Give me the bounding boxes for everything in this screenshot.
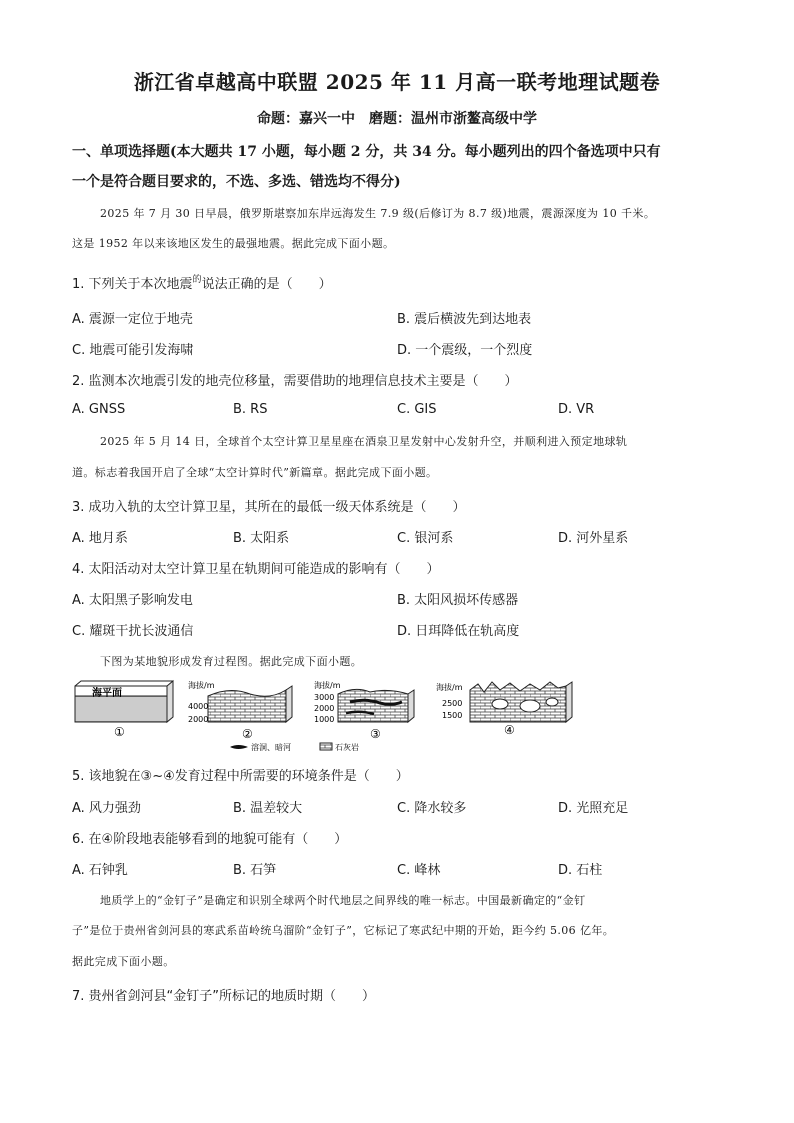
exam-authors: 命题：嘉兴一中 磨题：温州市浙鳌高级中学 [257,111,537,127]
question-1-stem-mark: 的 [192,275,202,285]
landform-figure [70,676,580,762]
q3-option-d[interactable]: D. 河外星系 [558,531,629,546]
legend-cave-symbol [230,745,248,749]
passage4-line2: 子”是位于贵州省剑河县的寒武系苗岭统乌溜阶“金钉子”，它标记了寒武纪中期的开始，距今约 5.06 亿年。 [72,924,615,937]
q5-option-b[interactable]: B. 温差较大 [233,801,303,816]
question-2-stem: 2. 监测本次地震引发的地壳位移量，需要借助的地理信息技术主要是（ ） [72,374,518,389]
panel-4-tick-2500: 2500 [442,699,463,708]
q1-option-c[interactable]: C. 地震可能引发海啸 [72,343,194,358]
section-heading-line2: 一个是符合题目要求的，不选、多选、错选均不得分) [72,174,401,190]
question-5-stem: 5. 该地貌在③~④发育过程中所需要的环境条件是（ ） [72,769,409,784]
q1-option-b[interactable]: B. 震后横波先到达地表 [397,312,532,327]
panel-3-tick-1000: 1000 [314,715,335,724]
passage4-line3: 据此完成下面小题。 [72,955,175,968]
q1-option-a[interactable]: A. 震源一定位于地壳 [72,312,193,327]
panel-2-altitude-label: 海拔/m [188,681,215,690]
panel-2-tick-2000: 2000 [188,715,209,724]
q6-option-d[interactable]: D. 石柱 [558,863,603,878]
panel-2-uplift [208,686,292,722]
passage1-line2: 这是 1952 年以来该地区发生的最强地震。据此完成下面小题。 [72,237,395,250]
page-title: 浙江省卓越高中联盟 2025 年 11 月高一联考地理试题卷 [133,70,661,94]
q2-option-a[interactable]: A. GNSS [72,402,126,417]
panel-4-altitude-label: 海拔/m [436,683,463,692]
q2-option-d[interactable]: D. VR [558,402,595,417]
section-heading-line1: 一、单项选择题(本大题共 17 小题，每小题 2 分，共 34 分。每小题列出的四个备选项中只有 [72,144,661,160]
question-1-stem-part1: 1. 下列关于本次地震 [72,277,193,292]
passage3-line1: 下图为某地貌形成发育过程图。据此完成下面小题。 [100,655,363,668]
q5-option-a[interactable]: A. 风力强劲 [72,801,141,816]
panel-3-tick-2000: 2000 [314,704,335,713]
question-7-stem: 7. 贵州省剑河县“金钉子”所标记的地质时期（ ） [72,989,376,1004]
passage2-line2: 道。标志着我国开启了全球“太空计算时代”新篇章。据此完成下面小题。 [72,466,438,479]
question-1-stem-part2: 说法正确的是（ ） [201,277,332,292]
panel-4-peak-forest [470,682,572,722]
passage1-line1: 2025 年 7 月 30 日早晨，俄罗斯堪察加东岸远海发生 7.9 级(后修订为 8.7 级)地震，震源深度为 10 千米。 [100,207,656,220]
q4-option-d[interactable]: D. 日珥降低在轨高度 [397,624,520,639]
panel-4-tick-1500: 1500 [442,711,463,720]
q2-option-c[interactable]: C. GIS [397,402,437,417]
sea-level-label: 海平面 [92,688,122,699]
panel-number-4: ④ [504,723,515,737]
question-3-stem: 3. 成功入轨的太空计算卫星，其所在的最低一级天体系统是（ ） [72,500,466,515]
q6-option-a[interactable]: A. 石钟乳 [72,863,128,878]
q1-option-d[interactable]: D. 一个震级，一个烈度 [397,343,533,358]
passage4-line1: 地质学上的“金钉子”是确定和识别全球两个时代地层之间界线的唯一标志。中国最新确定的“金钉 [100,894,586,907]
legend-limestone-label: 石灰岩 [335,743,359,752]
q3-option-c[interactable]: C. 银河系 [397,531,454,546]
panel-1-seafloor [75,681,173,722]
question-4-stem: 4. 太阳活动对太空计算卫星在轨期间可能造成的影响有（ ） [72,562,440,577]
panel-number-2: ② [242,727,253,741]
panel-number-3: ③ [370,727,381,741]
panel-3-cave-formation [338,689,414,722]
q4-option-c[interactable]: C. 耀斑干扰长波通信 [72,624,194,639]
q4-option-b[interactable]: B. 太阳风损坏传感器 [397,593,519,608]
q2-option-b[interactable]: B. RS [233,402,268,417]
legend-cave-label: 溶洞、暗河 [251,743,291,752]
q6-option-c[interactable]: C. 峰林 [397,863,441,878]
passage2-line1: 2025 年 5 月 14 日，全球首个太空计算卫星星座在酒泉卫星发射中心发射升空，并顺利进入预定地球轨 [100,435,628,448]
q4-option-a[interactable]: A. 太阳黑子影响发电 [72,593,193,608]
q3-option-b[interactable]: B. 太阳系 [233,531,290,546]
panel-3-tick-3000: 3000 [314,693,335,702]
question-6-stem: 6. 在④阶段地表能够看到的地貌可能有（ ） [72,832,348,847]
question-1-stem [72,273,332,292]
legend-limestone-symbol [320,743,332,750]
panel-3-altitude-label: 海拔/m [314,681,341,690]
q6-option-b[interactable]: B. 石笋 [233,863,277,878]
panel-2-tick-4000: 4000 [188,702,209,711]
panel-number-1: ① [114,725,125,739]
q3-option-a[interactable]: A. 地月系 [72,531,128,546]
q5-option-c[interactable]: C. 降水较多 [397,801,467,816]
q5-option-d[interactable]: D. 光照充足 [558,801,629,816]
